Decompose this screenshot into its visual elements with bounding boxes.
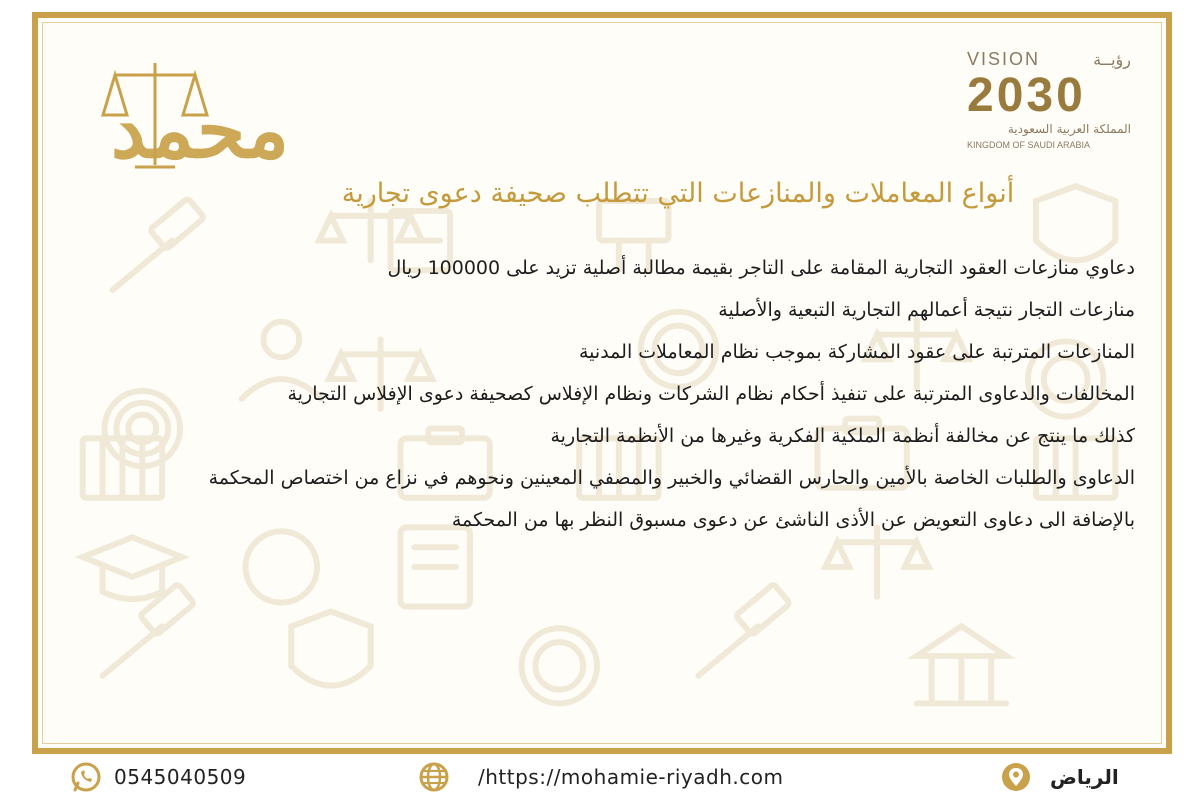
list-item-text: دعاوي منازعات العقود التجارية المقامة على التاجر بقيمة مطالبة أصلية تزيد على 100000 ريال (387, 257, 1135, 279)
list-item-text: المخالفات والدعاوى المترتبة على تنفيذ أحكام نظام الشركات ونظام الإفلاس كصحيفة دعوى الإفلاس التجارية (287, 383, 1135, 405)
list-item (103, 457, 1162, 499)
list-item (103, 415, 1162, 457)
whatsapp-icon (70, 761, 102, 793)
city-name: الرياض (1050, 765, 1119, 789)
list-item-text: منازعات التجار نتيجة أعمالهم التجارية التبعية والأصلية (718, 299, 1135, 321)
footer (0, 755, 1200, 800)
list-item (103, 289, 1162, 331)
calligraphy-logo (95, 45, 305, 195)
list-item-text: الدعاوى والطلبات الخاصة بالأمين والحارس القضائي والخبير والمصفي المعينين ونحوهم في نزاع من اختصاص المحكمة (208, 467, 1135, 489)
points-list (103, 247, 1162, 541)
vision-arabic-word: رؤيــة (1093, 50, 1131, 69)
list-item (103, 247, 1162, 289)
website-link[interactable] (418, 761, 783, 793)
page-title: أنواع المعاملات والمنازعات التي تتطلب صحيفة دعوى تجارية (341, 178, 1015, 209)
phone-number: 0545040509 (114, 765, 247, 789)
phone-contact[interactable] (70, 761, 246, 793)
list-item (103, 499, 1162, 541)
vision-english-kingdom: KINGDOM OF SAUDI ARABIA (967, 140, 1091, 150)
website-url: /https://mohamie-riyadh.com (478, 765, 784, 789)
frame-inner (42, 22, 1162, 744)
list-item (103, 373, 1162, 415)
vision-2030-logo (961, 45, 1141, 155)
list-item-text: بالإضافة الى دعاوى التعويض عن الأذى الناشئ عن دعوى مسبوق النظر بها من المحكمة (451, 509, 1135, 531)
vision-year: 2030 (967, 69, 1086, 122)
vision-word: VISION (967, 49, 1041, 69)
location-pin-icon (1000, 761, 1032, 793)
logo-text: محمد (110, 85, 290, 176)
list-item (103, 331, 1162, 373)
list-item-text: المنازعات المترتبة على عقود المشاركة بموجب نظام المعاملات المدنية (578, 341, 1135, 363)
content-frame (32, 12, 1172, 754)
list-item-text: كذلك ما ينتج عن مخالفة أنظمة الملكية الفكرية وغيرها من الأنظمة التجارية (550, 425, 1135, 447)
globe-icon (418, 761, 450, 793)
vision-arabic-kingdom: المملكة العربية السعودية (1007, 122, 1131, 136)
location (1000, 761, 1119, 793)
